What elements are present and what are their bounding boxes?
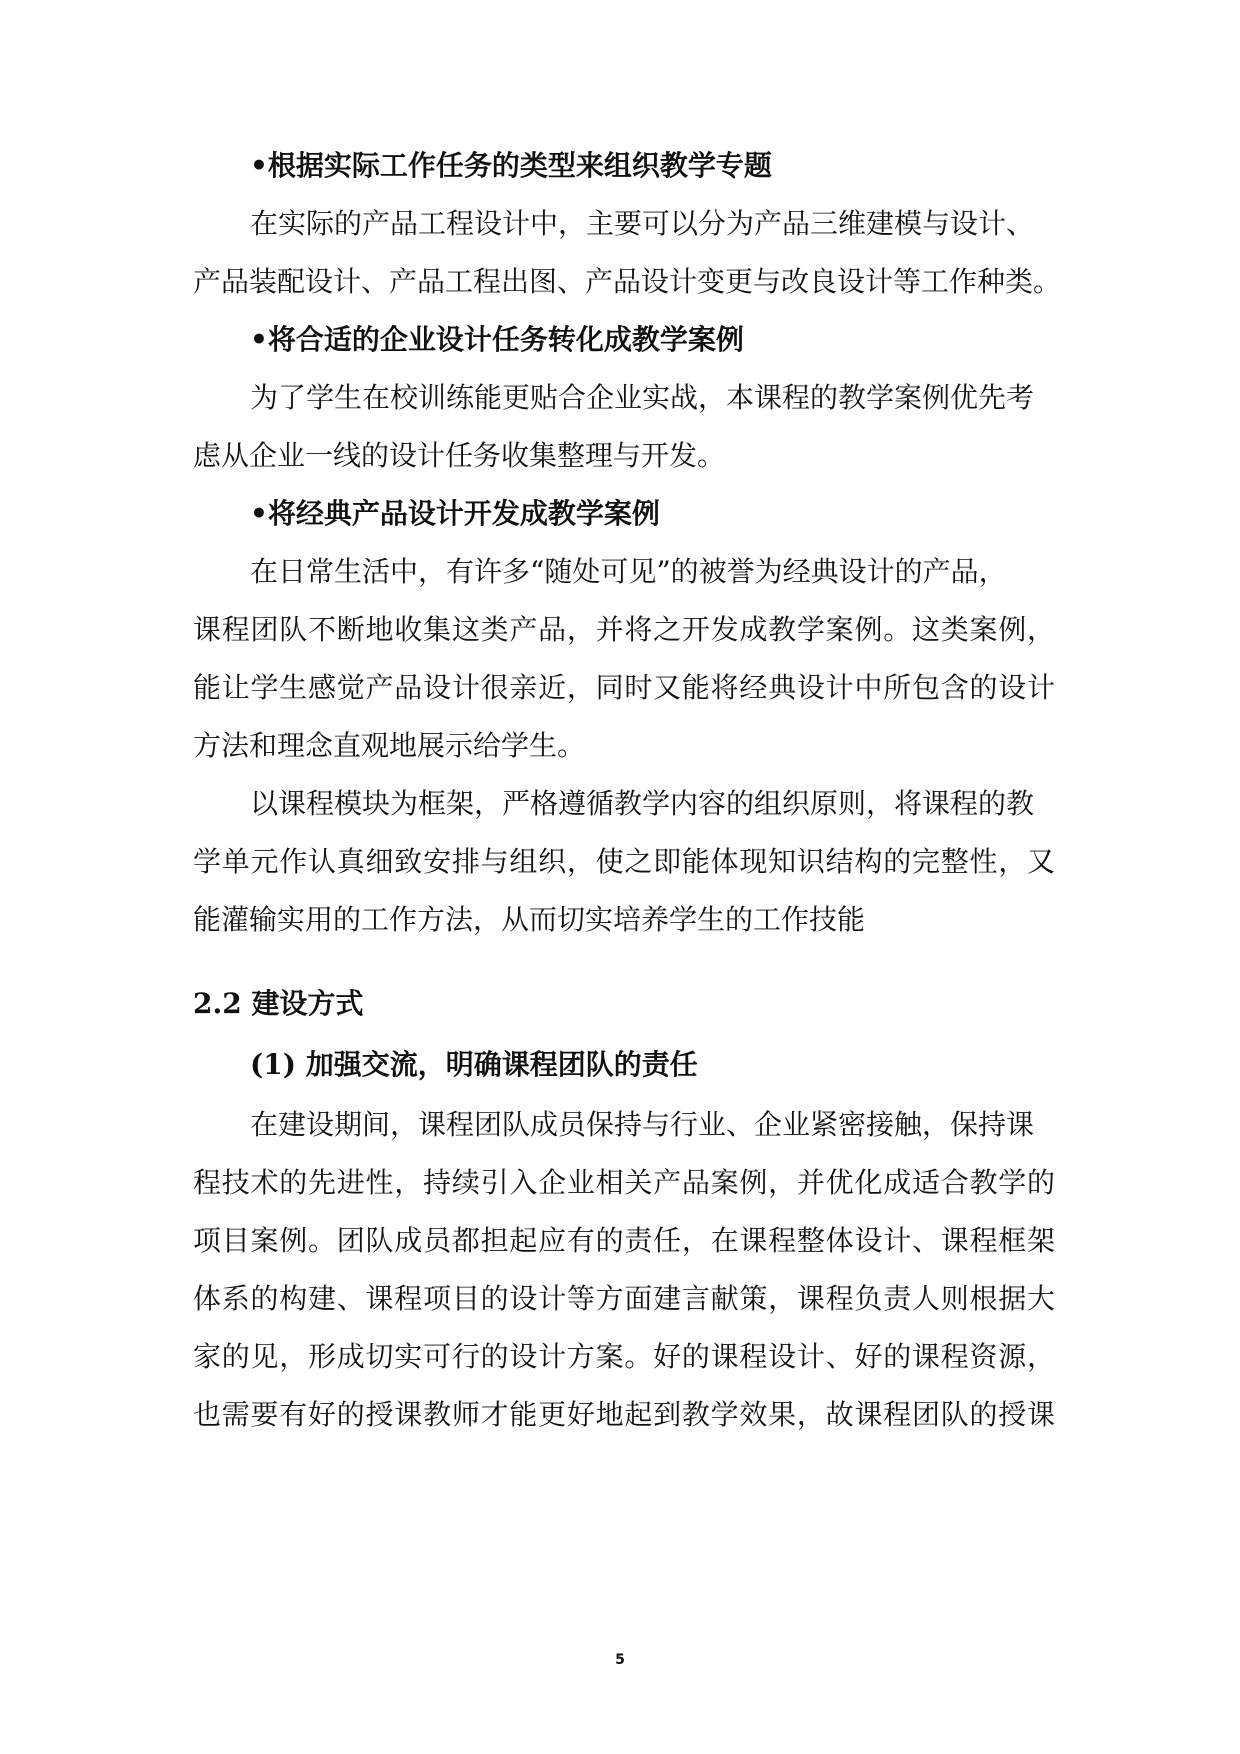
paragraph-line: 能灌输实用的工作方法，从而切实培养学生的工作技能 [193,903,866,936]
paragraph-line: 课程团队不断地收集这类产品，并将之开发成教学案例。这类案例， [193,613,1055,646]
paragraph-line: 在实际的产品工程设计中，主要可以分为产品三维建模与设计、 [250,207,1035,240]
bullet-heading-enterprise-cases: •将合适的企业设计任务转化成教学案例 [250,323,744,356]
paragraph-line: 程技术的先进性，持续引入企业相关产品案例，并优化成适合教学的 [193,1166,1055,1199]
paragraph-line: 学单元作认真细致安排与组织，使之即能体现知识结构的完整性，又 [193,845,1055,878]
paragraph-line: 体系的构建、课程项目的设计等方面建言献策，课程负责人则根据大 [193,1282,1055,1315]
paragraph-line: 在日常生活中，有许多“随处可见”的被誉为经典设计的产品， [250,555,1007,588]
bullet-heading-classic-products: •将经典产品设计开发成教学案例 [250,497,660,530]
bullet-heading-task-types: •根据实际工作任务的类型来组织教学专题 [250,149,772,182]
paragraph-line: 家的见，形成切实可行的设计方案。好的课程设计、好的课程资源， [193,1340,1055,1373]
paragraph-line: 也需要有好的授课教师才能更好地起到教学效果，故课程团队的授课 [193,1398,1055,1431]
paragraph-line: 为了学生在校训练能更贴合企业实战，本课程的教学案例优先考 [250,381,1035,414]
section-heading: 2.2 建设方式 [193,987,364,1020]
paragraph-line: 能让学生感觉产品设计很亲近，同时又能将经典设计中所包含的设计 [193,671,1055,704]
paragraph-line: 以课程模块为框架，严格遵循教学内容的组织原则，将课程的教 [250,787,1035,820]
subsection-heading: (1) 加强交流，明确课程团队的责任 [250,1048,698,1081]
paragraph-line: 在建设期间，课程团队成员保持与行业、企业紧密接触，保持课 [250,1108,1035,1141]
paragraph-line: 方法和理念直观地展示给学生。 [193,729,586,762]
page-number: 5 [615,1652,625,1668]
paragraph-line: 项目案例。团队成员都担起应有的责任，在课程整体设计、课程框架 [193,1224,1055,1257]
paragraph-line: 虑从企业一线的设计任务收集整理与开发。 [193,439,726,472]
paragraph-line: 产品装配设计、产品工程出图、产品设计变更与改良设计等工作种类。 [193,265,1062,298]
